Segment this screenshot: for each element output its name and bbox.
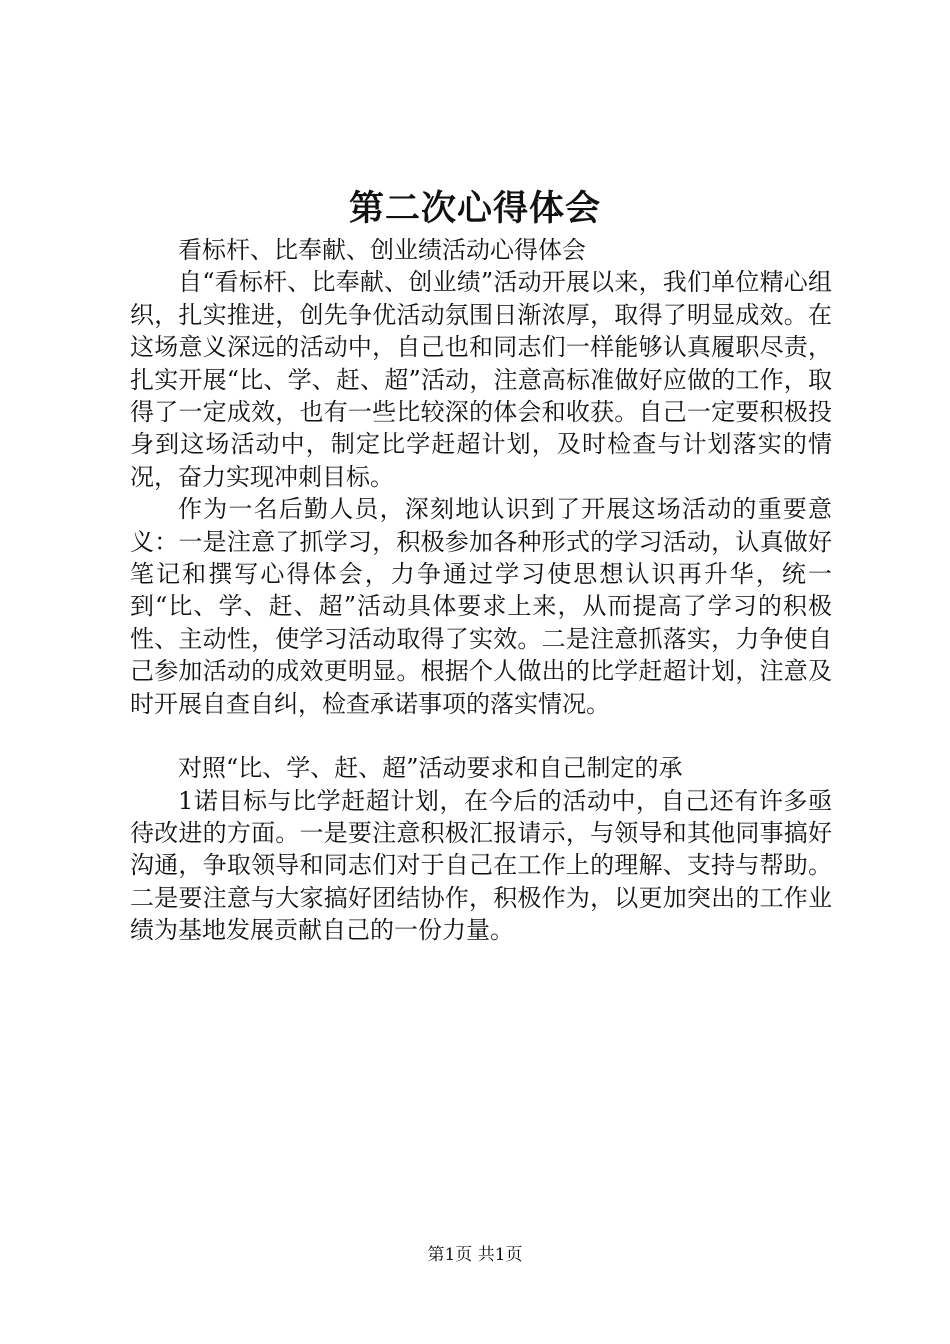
paragraph-role: 作为一名后勤人员，深刻地认识到了开展这场活动的重要意义：一是注意了抓学习，积极参加各种形式的学习活动，认真做好笔记和撰写心得体会，力争通过学习使思想认识再升华，统一到“比、学、赶、超”活动具体要求上来，从而提高了学习的积极性、主动性，使学习活动取得了实效。二是注意抓落实，力争使自己参加活动的成效更明显。根据个人做出的比学赶超计划，注意及时开展自查自纠，检查承诺事项的落实情况。	[130, 495, 832, 718]
paragraph-improvement: 1诺目标与比学赶超计划，在今后的活动中，自己还有许多亟待改进的方面。一是要注意积极汇报请示，与领导和其他同事搞好沟通，争取领导和同志们对于自己在工作上的理解、支持与帮助。二是要注意与大家搞好团结协作，积极作为，以更加突出的工作业绩为基地发展贡献自己的一份力量。	[130, 786, 832, 945]
page-footer: 第1页 共1页	[427, 1245, 523, 1265]
paragraph-contrast: 对照“比、学、赶、超”活动要求和自己制定的承	[178, 754, 683, 783]
paragraph-subtitle: 看标杆、比奉献、创业绩活动心得体会	[178, 236, 586, 264]
document-body	[130, 234, 832, 947]
paragraph-intro: 自“看标杆、比奉献、创业绩”活动开展以来，我们单位精心组织，扎实推进，创先争优活动氛围日渐浓厚，取得了明显成效。在这场意义深远的活动中，自己也和同志们一样能够认真履职尽责，扎实开展“比、学、赶、超”活动，注意高标准做好应做的工作，取得了一定成效，也有一些比较深的体会和收获。自己一定要积极投身到这场活动中，制定比学赶超计划，及时检查与计划落实的情况，奋力实现冲刺目标。	[130, 268, 832, 491]
document-title: 第二次心得体会	[348, 188, 601, 229]
